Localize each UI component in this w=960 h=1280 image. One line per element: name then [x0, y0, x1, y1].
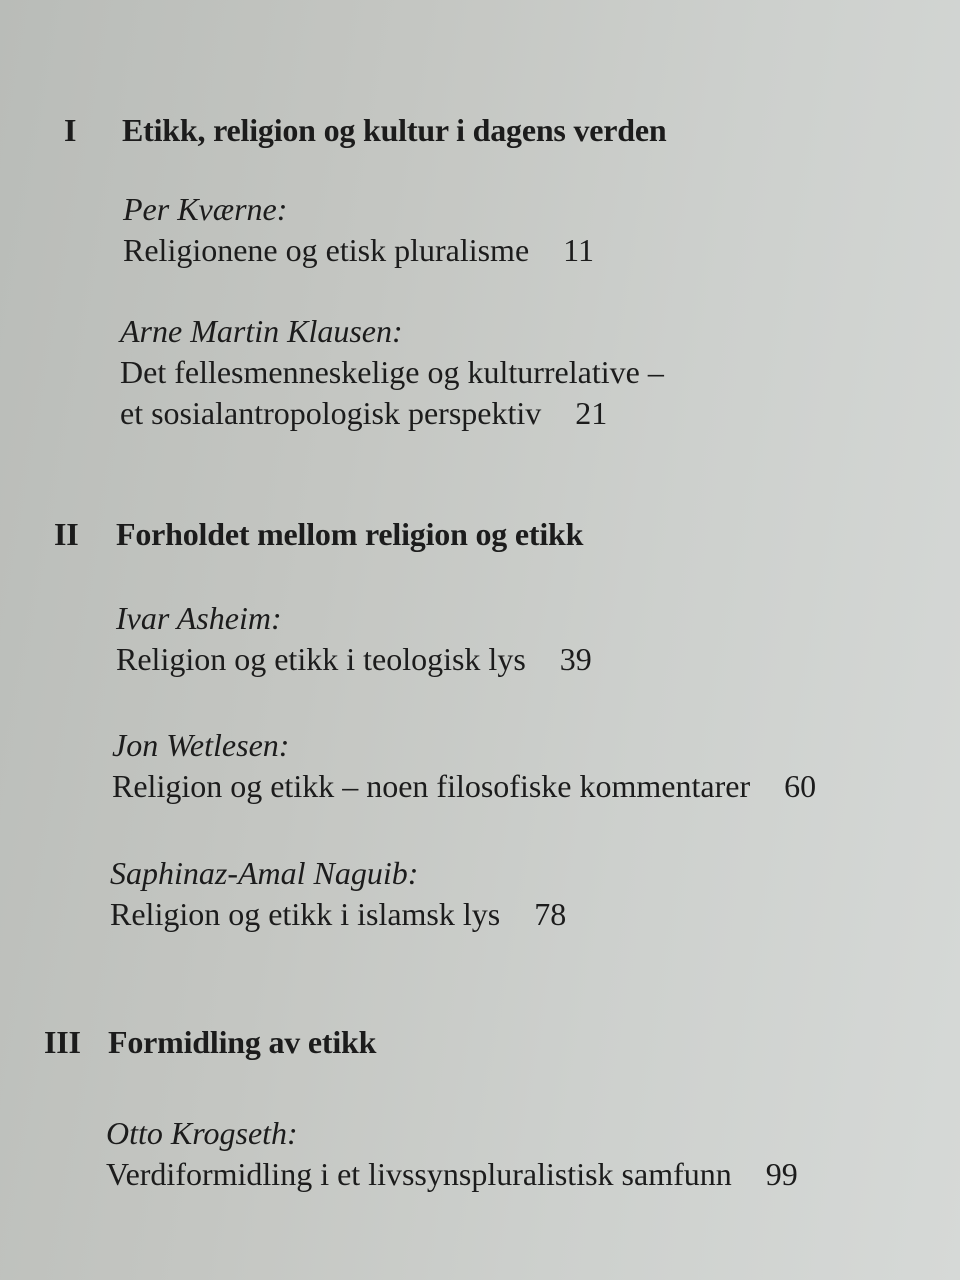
toc-entry[interactable] [116, 598, 592, 680]
toc-entry[interactable] [120, 311, 664, 434]
section-heading-3 [44, 1024, 376, 1061]
section-heading-2 [54, 516, 583, 553]
entry-title-continued: et sosialantropologisk perspektiv [120, 395, 542, 431]
entry-title: Religionene og etisk pluralisme [123, 232, 530, 268]
section-numeral: I [64, 112, 77, 148]
entry-author: Saphinaz-Amal Naguib: [110, 855, 419, 891]
section-numeral: III [44, 1024, 81, 1060]
section-title: Formidling av etikk [108, 1024, 377, 1060]
toc-entry[interactable] [112, 725, 816, 807]
toc-entry[interactable] [106, 1113, 798, 1195]
entry-title: Verdiformidling i et livssynspluralistisk samfunn [106, 1156, 732, 1192]
entry-page-number: 60 [784, 768, 817, 804]
entry-page-number: 39 [559, 641, 592, 677]
entry-page-number: 99 [765, 1156, 798, 1192]
entry-page-number: 11 [563, 232, 594, 268]
toc-entry[interactable] [123, 189, 594, 271]
section-title: Forholdet mellom religion og etikk [116, 516, 584, 552]
section-numeral: II [54, 516, 79, 552]
entry-title: Religion og etikk i teologisk lys [116, 641, 526, 677]
entry-author: Ivar Asheim: [116, 600, 282, 636]
entry-title: Religion og etikk i islamsk lys [110, 896, 501, 932]
toc-entry[interactable] [110, 853, 566, 935]
entry-author: Per Kværne: [123, 191, 288, 227]
section-title: Etikk, religion og kultur i dagens verden [122, 112, 667, 148]
entry-page-number: 21 [575, 395, 608, 431]
entry-author: Arne Martin Klausen: [120, 313, 403, 349]
entry-author: Otto Krogseth: [106, 1115, 298, 1151]
entry-author: Jon Wetlesen: [112, 727, 290, 763]
entry-page-number: 78 [534, 896, 567, 932]
section-heading-1 [64, 112, 667, 149]
entry-title: Det fellesmenneskelige og kulturrelative – [120, 354, 664, 390]
entry-title: Religion og etikk – noen filosofiske kommentarer [112, 768, 751, 804]
